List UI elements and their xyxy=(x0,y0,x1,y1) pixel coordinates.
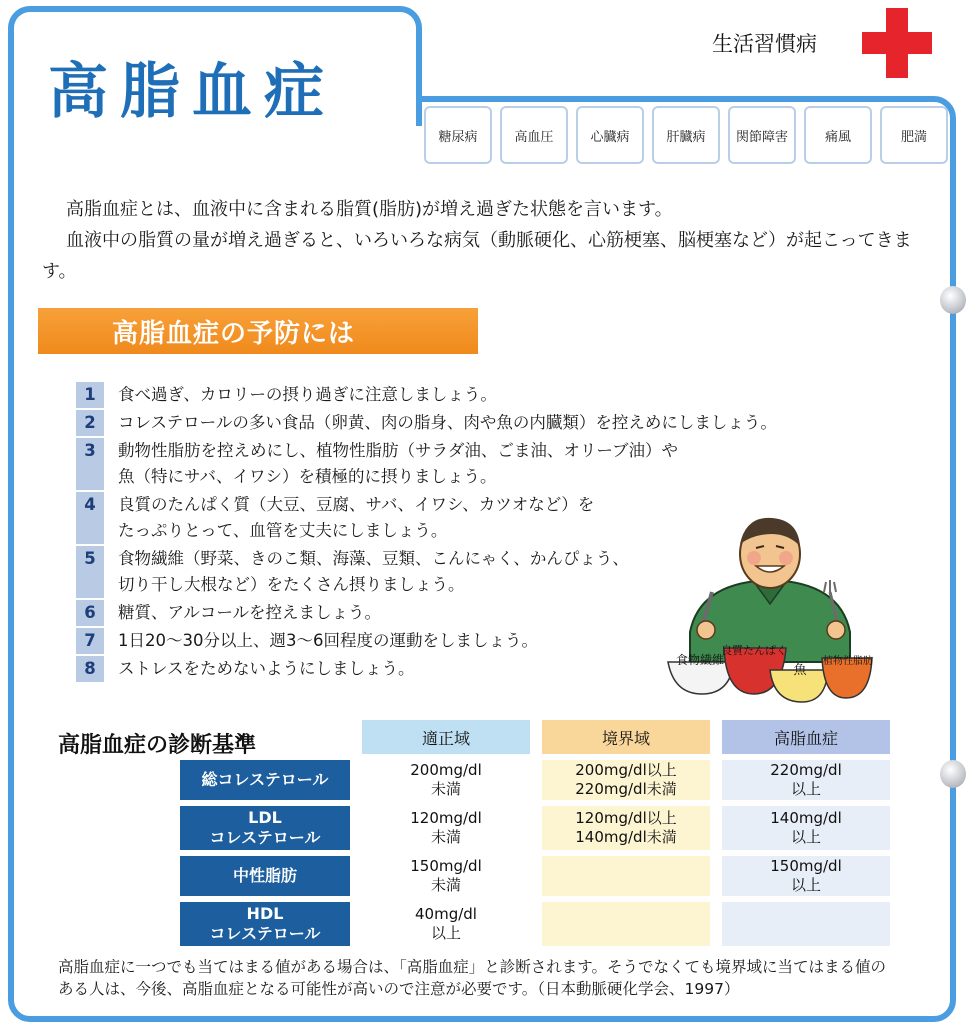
topic-tabs xyxy=(424,106,956,164)
row-label-triglyceride: 中性脂肪 xyxy=(180,856,350,896)
item-text: 良質のたんぱく質（大豆、豆腐、サバ、イワシ、カツオなど）を たっぷりとって、血管を丈夫にしましょう。 xyxy=(118,495,595,540)
item-text: 1日20〜30分以上、週3〜6回程度の運動をしましょう。 xyxy=(118,631,538,650)
table-cell: 150mg/dl 未満 xyxy=(362,856,530,896)
list-item xyxy=(76,410,836,436)
row-label-ldl: LDL コレステロール xyxy=(180,806,350,850)
item-number: 8 xyxy=(76,656,104,682)
item-number: 6 xyxy=(76,600,104,626)
page-title: 高脂血症 xyxy=(48,57,336,127)
column-header-hyperlipidemia: 高脂血症 xyxy=(722,720,890,754)
criteria-note: 高脂血症に一つでも当てはまる値がある場合は、「高脂血症」と診断されます。そうでなくても境界域に当てはまる値のある人は、今後、高脂血症となる可能性が高いので注意が必要です。（日本動脈硬化学会、1997） xyxy=(58,958,887,998)
item-number: 5 xyxy=(76,546,104,598)
prevention-heading: 高脂血症の予防には xyxy=(38,308,478,354)
table-cell xyxy=(542,902,710,946)
item-text: ストレスをためないようにしましょう。 xyxy=(118,659,415,678)
column-header-normal: 適正域 xyxy=(362,720,530,754)
binder-ring-icon xyxy=(940,286,966,314)
table-cell: 120mg/dl 未満 xyxy=(362,806,530,850)
bowl-label-protein: 良質たんぱく xyxy=(721,644,787,657)
item-text: 食物繊維（野菜、きのこ類、海藻、豆類、こんにゃく、かんぴょう、 切り干し大根など）をたくさん摂りましょう。 xyxy=(118,549,629,594)
man-eating-illustration xyxy=(650,512,890,722)
binder-ring-icon xyxy=(940,760,966,788)
table-cell xyxy=(542,856,710,896)
item-number: 4 xyxy=(76,492,104,544)
list-item xyxy=(76,382,836,408)
row-label-hdl: HDL コレステロール xyxy=(180,902,350,946)
intro-paragraph: 高脂血症とは、血液中に含まれる脂質(脂肪)が増え過ぎた状態を言います。 xyxy=(66,199,673,220)
tab-liver-disease[interactable]: 肝臓病 xyxy=(652,106,720,164)
table-cell: 200mg/dl 未満 xyxy=(362,760,530,800)
intro-text xyxy=(42,194,932,287)
tab-diabetes[interactable]: 糖尿病 xyxy=(424,106,492,164)
list-item xyxy=(76,438,836,490)
table-cell: 150mg/dl 以上 xyxy=(722,856,890,896)
item-number: 7 xyxy=(76,628,104,654)
tab-obesity[interactable]: 肥満 xyxy=(880,106,948,164)
table-cell: 120mg/dl以上 140mg/dl未満 xyxy=(542,806,710,850)
table-cell xyxy=(722,902,890,946)
item-text: 糖質、アルコールを控えましょう。 xyxy=(118,603,382,622)
tab-gout[interactable]: 痛風 xyxy=(804,106,872,164)
item-text: コレステロールの多い食品（卵黄、肉の脂身、肉や魚の内臓類）を控えめにしましょう。 xyxy=(118,413,777,432)
tab-hypertension[interactable]: 高血圧 xyxy=(500,106,568,164)
table-cell: 200mg/dl以上 220mg/dl未満 xyxy=(542,760,710,800)
table-cell: 220mg/dl 以上 xyxy=(722,760,890,800)
item-text: 食べ過ぎ、カロリーの摂り過ぎに注意しましょう。 xyxy=(118,385,497,404)
intro-paragraph: 血液中の脂質の量が増え過ぎると、いろいろな病気（動脈硬化、心筋梗塞、脳梗塞など）が起こってきます。 xyxy=(42,230,912,282)
tab-heart-disease[interactable]: 心臓病 xyxy=(576,106,644,164)
item-number: 1 xyxy=(76,382,104,408)
table-cell: 140mg/dl 以上 xyxy=(722,806,890,850)
row-label-total-cholesterol: 総コレステロール xyxy=(180,760,350,800)
category-label: 生活習慣病 xyxy=(712,32,817,56)
item-text: 動物性脂肪を控えめにし、植物性脂肪（サラダ油、ごま油、オリーブ油）や 魚（特にサバ、イワシ）を積極的に摂りましょう。 xyxy=(118,441,679,486)
table-cell: 40mg/dl 以上 xyxy=(362,902,530,946)
item-number: 2 xyxy=(76,410,104,436)
criteria-title: 高脂血症の診断基準 xyxy=(58,733,257,758)
bowl-label-fish: 魚 xyxy=(793,663,807,678)
column-header-borderline: 境界域 xyxy=(542,720,710,754)
bowl-label-fiber: 食物繊維 xyxy=(675,653,725,667)
bowl-label-vegetable-fat: 植物性脂肪 xyxy=(823,656,873,667)
red-cross-icon-bar xyxy=(862,32,932,54)
item-number: 3 xyxy=(76,438,104,490)
tab-joint-disorder[interactable]: 関節障害 xyxy=(728,106,796,164)
